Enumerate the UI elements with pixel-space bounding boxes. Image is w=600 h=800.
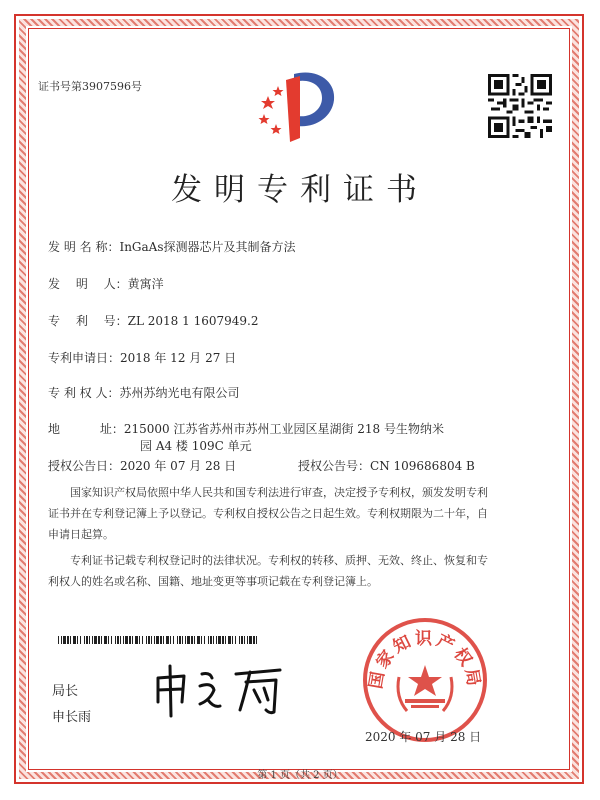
barcode-bar bbox=[148, 636, 150, 644]
field-label: 专 利 号： bbox=[48, 314, 128, 328]
barcode-bar bbox=[84, 636, 85, 644]
field-label: 发 明 人： bbox=[48, 277, 128, 291]
field-patentee bbox=[48, 384, 239, 401]
director-name: 申长雨 bbox=[52, 710, 92, 725]
cnipa-logo-icon bbox=[256, 66, 336, 144]
barcode-bar bbox=[160, 636, 162, 644]
barcode-bar bbox=[115, 636, 116, 644]
barcode-bar bbox=[135, 636, 138, 644]
certificate-title: 发明专利证书 bbox=[171, 172, 429, 208]
handwritten-signature bbox=[150, 660, 300, 720]
official-seal bbox=[360, 615, 490, 745]
barcode-bar bbox=[89, 636, 90, 644]
barcode-bar bbox=[80, 636, 81, 644]
barcode-bar bbox=[235, 636, 236, 644]
field-announce-date bbox=[48, 457, 236, 474]
barcode-bar bbox=[225, 636, 226, 644]
field-value: 黄寓洋 bbox=[127, 277, 164, 291]
barcode-bar bbox=[222, 636, 224, 644]
barcode-bar bbox=[73, 636, 76, 644]
barcode-bar bbox=[177, 636, 178, 644]
field-patent-number bbox=[48, 312, 258, 329]
barcode-bar bbox=[58, 636, 59, 644]
field-value: 2020 年 07 月 28 日 bbox=[120, 459, 237, 473]
page-footer: 第 1 页（共 2 页） bbox=[257, 770, 343, 781]
field-label: 发 明 名 称： bbox=[48, 240, 120, 254]
field-value: 215000 江苏省苏州市苏州工业园区星湖街 218 号生物纳米 bbox=[123, 422, 444, 436]
barcode-bar bbox=[187, 636, 190, 644]
barcode-bar bbox=[208, 636, 209, 644]
barcode-bar bbox=[244, 636, 245, 644]
barcode-bar bbox=[154, 636, 155, 644]
barcode-bar bbox=[98, 636, 100, 644]
barcode-bar bbox=[117, 636, 119, 644]
barcode-bar bbox=[120, 636, 121, 644]
barcode-bar bbox=[139, 636, 140, 644]
barcode-bar bbox=[125, 636, 128, 644]
paragraph-line: 专利证书记载专利权登记时的法律状况。专利权的转移、质押、无效、终止、恢复和专 bbox=[70, 554, 488, 567]
barcode-bar bbox=[185, 636, 186, 644]
director-title: 局长 bbox=[52, 684, 79, 699]
barcode-bar bbox=[86, 636, 88, 644]
barcode-bar bbox=[173, 636, 174, 644]
seal-date: 2020 年 07 月 28 日 bbox=[365, 730, 482, 744]
barcode-bar bbox=[241, 636, 243, 644]
barcode-bar bbox=[249, 636, 252, 644]
field-label: 专利申请日： bbox=[48, 351, 121, 365]
barcode-bar bbox=[253, 636, 255, 644]
barcode-bar bbox=[179, 636, 181, 644]
paragraph-line: 利权人的姓名或名称、国籍、地址变更等事项记载在专利登记簿上。 bbox=[48, 575, 378, 588]
seal-text: 国家知识产权局 bbox=[366, 629, 484, 691]
barcode-bar bbox=[108, 636, 109, 644]
barcode-bar bbox=[247, 636, 248, 644]
paragraph-line: 国家知识产权局依照中华人民共和国专利法进行审查，决定授予专利权，颁发发明专利 bbox=[70, 486, 488, 499]
paragraph-line: 申请日起算。 bbox=[48, 528, 114, 541]
paragraph-legal-status bbox=[48, 550, 488, 592]
barcode-icon bbox=[58, 636, 258, 644]
barcode-bar bbox=[163, 636, 164, 644]
field-value: InGaAs探测器芯片及其制备方法 bbox=[119, 240, 296, 254]
barcode-bar bbox=[101, 636, 102, 644]
barcode-bar bbox=[201, 636, 202, 644]
field-label: 专 利 权 人： bbox=[48, 386, 120, 400]
qr-code-icon bbox=[488, 74, 552, 138]
paragraph-grant bbox=[48, 482, 488, 545]
barcode-bar bbox=[239, 636, 240, 644]
paragraph-line: 证书并在专利登记簿上予以登记。专利权自授权公告之日起生效。专利权期限为二十年，自 bbox=[48, 507, 488, 520]
barcode-bar bbox=[256, 636, 257, 644]
field-value: 2018 年 12 月 27 日 bbox=[120, 351, 237, 365]
barcode-bar bbox=[204, 636, 205, 644]
barcode-bar bbox=[129, 636, 131, 644]
barcode-bar bbox=[213, 636, 214, 644]
certificate-number: 证书号第3907596号 bbox=[38, 80, 142, 93]
barcode-bar bbox=[228, 636, 231, 644]
barcode-bar bbox=[146, 636, 147, 644]
field-announce-number bbox=[298, 457, 475, 474]
field-label: 授权公告日： bbox=[48, 459, 121, 473]
field-value: ZL 2018 1 1607949.2 bbox=[127, 314, 259, 328]
field-label: 授权公告号： bbox=[298, 459, 371, 473]
barcode-bar bbox=[216, 636, 217, 644]
field-value: 苏州苏纳光电有限公司 bbox=[119, 386, 240, 400]
barcode-bar bbox=[132, 636, 133, 644]
field-inventor bbox=[48, 275, 164, 292]
barcode-bar bbox=[232, 636, 233, 644]
barcode-bar bbox=[77, 636, 78, 644]
barcode-bar bbox=[63, 636, 66, 644]
field-label: 地 址： bbox=[48, 422, 124, 436]
field-filing-date bbox=[48, 349, 236, 366]
barcode-bar bbox=[70, 636, 71, 644]
barcode-bar bbox=[94, 636, 97, 644]
field-address-line2: 园 A4 楼 109C 单元 bbox=[140, 439, 252, 453]
field-value: CN 109686804 B bbox=[370, 459, 475, 473]
barcode-bar bbox=[142, 636, 143, 644]
barcode-bar bbox=[194, 636, 195, 644]
barcode-bar bbox=[166, 636, 169, 644]
barcode-bar bbox=[104, 636, 107, 644]
barcode-bar bbox=[191, 636, 193, 644]
barcode-bar bbox=[67, 636, 69, 644]
barcode-bar bbox=[197, 636, 200, 644]
barcode-bar bbox=[156, 636, 159, 644]
field-invention-name bbox=[48, 238, 296, 255]
barcode-bar bbox=[111, 636, 112, 644]
barcode-bar bbox=[218, 636, 221, 644]
barcode-bar bbox=[151, 636, 152, 644]
barcode-bar bbox=[182, 636, 183, 644]
barcode-bar bbox=[92, 636, 93, 644]
barcode-bar bbox=[61, 636, 62, 644]
field-address bbox=[48, 420, 444, 437]
barcode-bar bbox=[210, 636, 212, 644]
barcode-bar bbox=[170, 636, 171, 644]
barcode-bar bbox=[123, 636, 124, 644]
